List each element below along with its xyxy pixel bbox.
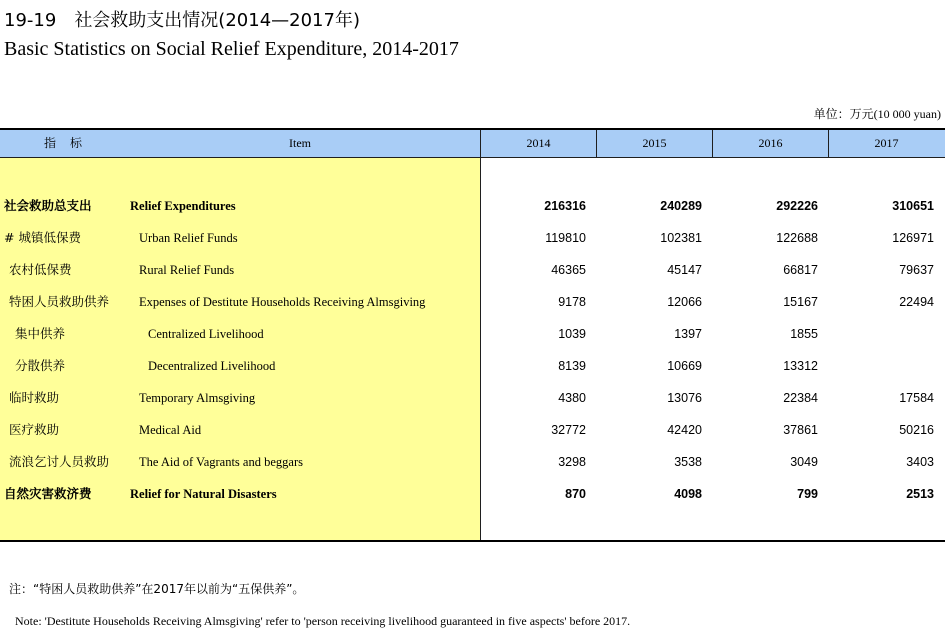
- value-cell-2015: 45147: [667, 263, 702, 277]
- unit-label: [814, 105, 941, 122]
- row-label-en: Centralized Livelihood: [148, 327, 264, 341]
- row-label-cn: 农村低保费: [9, 262, 72, 277]
- value-cell-2017: 126971: [892, 231, 934, 245]
- value-cell-2016: 22384: [783, 391, 818, 405]
- row-label-cn: 自然灾害救济费: [4, 486, 92, 501]
- value-cell-2017: 310651: [892, 199, 934, 213]
- table-row: [0, 350, 945, 382]
- value-cell-2015: 12066: [667, 295, 702, 309]
- value-cell-2014: 46365: [551, 263, 586, 277]
- table-row: [0, 254, 945, 286]
- row-label-cn: 流浪乞讨人员救助: [9, 454, 110, 469]
- value-cell-2014: 8139: [558, 359, 586, 373]
- header-year-2017: 2017: [874, 136, 899, 150]
- value-cell-2015: 3538: [674, 455, 702, 469]
- value-cell-2014: 1039: [558, 327, 586, 341]
- note-cn: 注：“特困人员救助供养”在2017年以前为“五保供养”。: [9, 582, 305, 596]
- unit-cn: 单位：万元: [813, 107, 874, 121]
- row-label-en: Temporary Almsgiving: [139, 391, 256, 405]
- value-cell-2014: 216316: [544, 199, 586, 213]
- row-label-cn: 集中供养: [15, 326, 66, 341]
- table-row: [0, 286, 945, 318]
- row-label-en: Relief Expenditures: [130, 199, 236, 213]
- value-cell-2016: 15167: [783, 295, 818, 309]
- value-cell-2016: 13312: [783, 359, 818, 373]
- value-cell-2014: 9178: [558, 295, 586, 309]
- row-label-en: Relief for Natural Disasters: [130, 487, 277, 501]
- value-cell-2015: 240289: [660, 199, 702, 213]
- value-cell-2015: 4098: [674, 487, 702, 501]
- value-cell-2016: 799: [797, 487, 818, 501]
- unit-en: (10 000 yuan): [873, 107, 941, 121]
- row-label-en: The Aid of Vagrants and beggars: [139, 455, 303, 469]
- row-label-cn: 社会救助总支出: [4, 198, 92, 213]
- value-cell-2015: 1397: [674, 327, 702, 341]
- value-cell-2017: 22494: [899, 295, 934, 309]
- table-row: [0, 382, 945, 414]
- page-title-en: Basic Statistics on Social Relief Expenditure, 2014-2017: [4, 38, 459, 60]
- value-cell-2016: 122688: [776, 231, 818, 245]
- value-cell-2014: 3298: [558, 455, 586, 469]
- value-cell-2015: 42420: [667, 423, 702, 437]
- note-en: Note: 'Destitute Households Receiving Almsgiving' refer to 'person receiving livelihood guaranteed in five aspects' before 2017.: [15, 614, 631, 628]
- row-label-cn: 特困人员救助供养: [9, 294, 110, 309]
- value-cell-2015: 13076: [667, 391, 702, 405]
- table-number: 19-19: [4, 10, 57, 31]
- value-cell-2015: 102381: [660, 231, 702, 245]
- table-row: [0, 446, 945, 478]
- value-cell-2016: 66817: [783, 263, 818, 277]
- value-cell-2016: 37861: [783, 423, 818, 437]
- value-cell-2017: 50216: [899, 423, 934, 437]
- row-label-cn: # 城镇低保费: [4, 230, 81, 245]
- header-year-2014: 2014: [526, 136, 551, 150]
- table-bottom-rule: [0, 540, 945, 542]
- title-cn-text: 社会救助支出情况(2014—2017年): [74, 10, 360, 31]
- table-row: [0, 190, 945, 222]
- row-label-cn: 医疗救助: [9, 422, 60, 437]
- table-row: [0, 318, 945, 350]
- value-cell-2017: 17584: [899, 391, 934, 405]
- table-row: [0, 414, 945, 446]
- row-label-cn: 临时救助: [9, 390, 60, 405]
- header-year-2016: 2016: [758, 136, 783, 150]
- header-year-2015: 2015: [642, 136, 667, 150]
- value-cell-2015: 10669: [667, 359, 702, 373]
- statistics-table: [0, 128, 945, 542]
- value-cell-2017: 79637: [899, 263, 934, 277]
- value-cell-2014: 32772: [551, 423, 586, 437]
- header-item: Item: [289, 136, 311, 150]
- row-label-en: Urban Relief Funds: [139, 231, 238, 245]
- value-cell-2014: 119810: [545, 231, 586, 245]
- value-cell-2016: 292226: [776, 199, 818, 213]
- value-cell-2014: 870: [565, 487, 586, 501]
- table-row: [0, 478, 945, 510]
- row-label-en: Rural Relief Funds: [139, 263, 235, 277]
- row-label-cn: 分散供养: [15, 358, 66, 373]
- table-row: [0, 222, 945, 254]
- value-cell-2016: 3049: [790, 455, 818, 469]
- header-indicator: 指标: [43, 136, 96, 150]
- row-label-en: Expenses of Destitute Households Receiving Almsgiving: [139, 295, 426, 309]
- page-title-cn: [4, 6, 360, 32]
- row-label-en: Medical Aid: [139, 423, 202, 437]
- value-cell-2017: 2513: [906, 487, 934, 501]
- value-cell-2017: 3403: [906, 455, 934, 469]
- value-cell-2016: 1855: [790, 327, 818, 341]
- value-cell-2014: 4380: [558, 391, 586, 405]
- row-label-en: Decentralized Livelihood: [148, 359, 276, 373]
